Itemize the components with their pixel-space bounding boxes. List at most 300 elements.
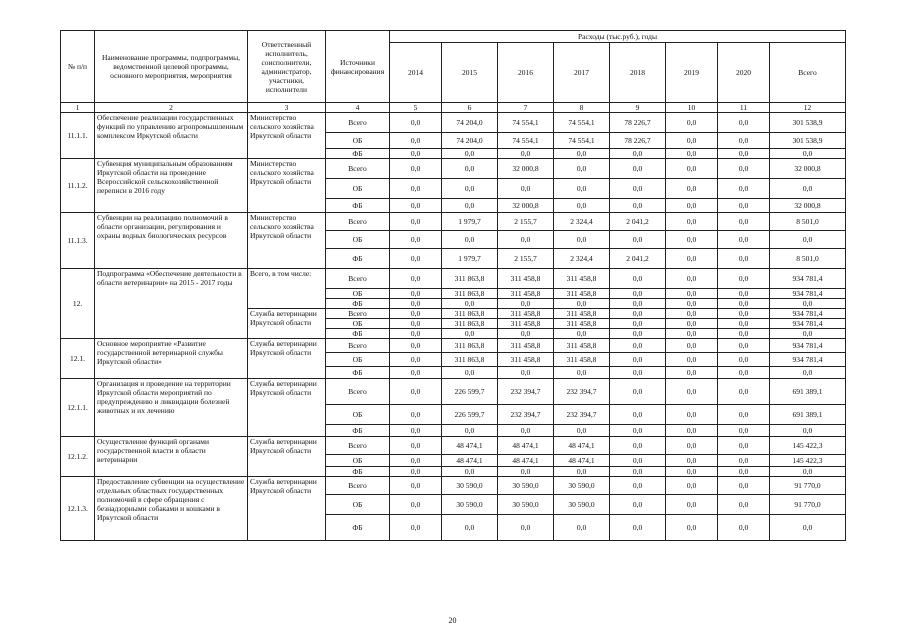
year-value: 0,0 <box>666 231 718 249</box>
year-value: 0,0 <box>666 299 718 309</box>
item-code: 12.1. <box>61 339 95 379</box>
funding-source: ОБ <box>326 495 390 515</box>
year-value: 0,0 <box>666 249 718 269</box>
item-code: 11.1.3. <box>61 213 95 269</box>
year-value: 0,0 <box>666 467 718 477</box>
funding-source: ФБ <box>326 467 390 477</box>
column-index: 6 <box>442 103 498 113</box>
item-name: Субвенции на реализацию полномочий в области организации, регулирования и охраны водных биологических ресурсов <box>95 213 248 269</box>
year-value: 48 474,1 <box>554 437 610 455</box>
funding-source: Всего <box>326 379 390 405</box>
funding-source: ОБ <box>326 319 390 329</box>
year-value: 74 204,0 <box>442 133 498 149</box>
year-value: 0,0 <box>718 269 770 289</box>
funding-source: Всего <box>326 477 390 495</box>
year-value: 0,0 <box>442 159 498 179</box>
funding-source: ОБ <box>326 179 390 199</box>
funding-source: ФБ <box>326 367 390 379</box>
year-value: 311 458,8 <box>554 353 610 367</box>
total-value: 145 422,3 <box>770 437 846 455</box>
total-value: 0,0 <box>770 231 846 249</box>
total-value: 0,0 <box>770 179 846 199</box>
year-value: 0,0 <box>666 477 718 495</box>
funding-source: ОБ <box>326 353 390 367</box>
item-name: Предоставление субвенции на осуществление отдельных областных государственных полномочий в сфере обращения с безнадзорными собаками и кошками в Иркутской области <box>95 477 248 541</box>
year-value: 0,0 <box>390 339 442 353</box>
header-year: 2017 <box>554 43 610 103</box>
year-value: 74 554,1 <box>554 133 610 149</box>
year-value: 0,0 <box>718 179 770 199</box>
funding-source: ФБ <box>326 425 390 437</box>
year-value: 0,0 <box>718 379 770 405</box>
year-value: 0,0 <box>718 249 770 269</box>
funding-source: ФБ <box>326 149 390 159</box>
header-name: Наименование программы, подпрограммы, ведомственной целевой программы, основного мероприятия, мероприятия <box>95 31 248 103</box>
item-executor: Служба ветеринарии Иркутской области <box>248 379 326 437</box>
item-executor: Министерство сельского хозяйства Иркутской области <box>248 113 326 159</box>
year-value: 311 458,8 <box>498 353 554 367</box>
column-index: 2 <box>95 103 248 113</box>
table-row <box>61 379 846 405</box>
year-value: 0,0 <box>442 367 498 379</box>
year-value: 0,0 <box>390 425 442 437</box>
table-row <box>61 269 846 289</box>
year-value: 0,0 <box>390 199 442 213</box>
year-value: 0,0 <box>610 477 666 495</box>
total-value: 0,0 <box>770 299 846 309</box>
year-value: 311 458,8 <box>554 289 610 299</box>
year-value: 1 979,7 <box>442 213 498 231</box>
year-value: 0,0 <box>390 379 442 405</box>
year-value: 0,0 <box>666 437 718 455</box>
column-index: 11 <box>718 103 770 113</box>
total-value: 32 000,8 <box>770 199 846 213</box>
year-value: 0,0 <box>610 405 666 425</box>
year-value: 0,0 <box>442 515 498 541</box>
year-value: 0,0 <box>610 495 666 515</box>
table-row <box>61 113 846 133</box>
year-value: 0,0 <box>666 309 718 319</box>
year-value: 0,0 <box>718 113 770 133</box>
year-value: 0,0 <box>718 309 770 319</box>
year-value: 30 590,0 <box>498 477 554 495</box>
year-value: 0,0 <box>390 515 442 541</box>
column-index: 8 <box>554 103 610 113</box>
item-name: Основное мероприятие «Развитие государственной ветеринарной службы Иркутской области» <box>95 339 248 379</box>
year-value: 311 458,8 <box>498 269 554 289</box>
year-value: 0,0 <box>610 319 666 329</box>
year-value: 78 226,7 <box>610 133 666 149</box>
year-value: 0,0 <box>666 329 718 339</box>
column-index: 5 <box>390 103 442 113</box>
year-value: 2 155,7 <box>498 213 554 231</box>
item-code: 11.1.2. <box>61 159 95 213</box>
year-value: 30 590,0 <box>554 477 610 495</box>
year-value: 0,0 <box>610 269 666 289</box>
year-value: 0,0 <box>610 515 666 541</box>
year-value: 0,0 <box>666 319 718 329</box>
year-value: 48 474,1 <box>554 455 610 467</box>
year-value: 0,0 <box>718 425 770 437</box>
year-value: 311 458,8 <box>554 309 610 319</box>
page-number: 20 <box>448 616 457 625</box>
year-value: 0,0 <box>610 179 666 199</box>
year-value: 30 590,0 <box>498 495 554 515</box>
year-value: 0,0 <box>666 133 718 149</box>
year-value: 0,0 <box>610 353 666 367</box>
column-index: 1 <box>61 103 95 113</box>
year-value: 48 474,1 <box>442 437 498 455</box>
year-value: 0,0 <box>390 367 442 379</box>
year-value: 0,0 <box>718 159 770 179</box>
year-value: 0,0 <box>554 231 610 249</box>
year-value: 311 458,8 <box>498 339 554 353</box>
year-value: 2 324,4 <box>554 213 610 231</box>
item-executor: Служба ветеринарии Иркутской области <box>248 339 326 379</box>
year-value: 0,0 <box>610 339 666 353</box>
funding-source: Всего <box>326 309 390 319</box>
funding-source: ФБ <box>326 249 390 269</box>
year-value: 0,0 <box>442 299 498 309</box>
header-total: Всего <box>770 43 846 103</box>
item-executor: Служба ветеринарии Иркутской области <box>248 477 326 541</box>
year-value: 0,0 <box>610 289 666 299</box>
item-code: 12. <box>61 269 95 339</box>
funding-source: ФБ <box>326 299 390 309</box>
year-value: 0,0 <box>390 477 442 495</box>
table-row <box>61 213 846 231</box>
year-value: 0,0 <box>718 199 770 213</box>
year-value: 0,0 <box>718 329 770 339</box>
year-value: 311 458,8 <box>554 339 610 353</box>
total-value: 0,0 <box>770 367 846 379</box>
year-value: 0,0 <box>666 367 718 379</box>
item-code: 11.1.1. <box>61 113 95 159</box>
year-value: 0,0 <box>498 299 554 309</box>
item-executor: Министерство сельского хозяйства Иркутской области <box>248 159 326 213</box>
year-value: 0,0 <box>610 199 666 213</box>
funding-source: Всего <box>326 113 390 133</box>
year-value: 48 474,1 <box>498 455 554 467</box>
year-value: 0,0 <box>442 467 498 477</box>
item-code: 12.1.3. <box>61 477 95 541</box>
year-value: 0,0 <box>442 425 498 437</box>
total-value: 934 781,4 <box>770 339 846 353</box>
year-value: 0,0 <box>554 149 610 159</box>
item-executor: Министерство сельского хозяйства Иркутской области <box>248 213 326 269</box>
funding-source: Всего <box>326 159 390 179</box>
year-value: 0,0 <box>718 319 770 329</box>
year-value: 0,0 <box>554 329 610 339</box>
year-value: 226 599,7 <box>442 379 498 405</box>
year-value: 0,0 <box>666 515 718 541</box>
year-value: 0,0 <box>666 495 718 515</box>
year-value: 0,0 <box>610 425 666 437</box>
year-value: 311 863,8 <box>442 269 498 289</box>
header-year: 2016 <box>498 43 554 103</box>
year-value: 0,0 <box>390 133 442 149</box>
year-value: 0,0 <box>442 199 498 213</box>
year-value: 232 394,7 <box>498 379 554 405</box>
year-value: 0,0 <box>442 179 498 199</box>
year-value: 0,0 <box>554 515 610 541</box>
table-row <box>61 437 846 455</box>
year-value: 0,0 <box>610 455 666 467</box>
year-value: 0,0 <box>666 113 718 133</box>
year-value: 2 041,2 <box>610 249 666 269</box>
year-value: 0,0 <box>390 455 442 467</box>
year-value: 0,0 <box>554 425 610 437</box>
year-value: 226 599,7 <box>442 405 498 425</box>
total-value: 145 422,3 <box>770 455 846 467</box>
year-value: 0,0 <box>718 289 770 299</box>
year-value: 2 041,2 <box>610 213 666 231</box>
year-value: 2 155,7 <box>498 249 554 269</box>
item-name: Субвенция муниципальным образованиям Иркутской области на проведение Всероссийской сельскохозяйственной переписи в 2016 году <box>95 159 248 213</box>
header-year: 2015 <box>442 43 498 103</box>
year-value: 0,0 <box>666 353 718 367</box>
header-year: 2019 <box>666 43 718 103</box>
year-value: 0,0 <box>718 367 770 379</box>
year-value: 0,0 <box>718 405 770 425</box>
item-executor: Служба ветеринарии Иркутской области <box>248 309 326 339</box>
year-value: 0,0 <box>666 213 718 231</box>
funding-source: ФБ <box>326 199 390 213</box>
year-value: 0,0 <box>718 133 770 149</box>
header-executor: Ответственный исполнитель, соисполнители, администратор, участники, исполнители <box>248 31 326 103</box>
year-value: 0,0 <box>718 299 770 309</box>
year-value: 0,0 <box>554 179 610 199</box>
year-value: 0,0 <box>610 149 666 159</box>
year-value: 0,0 <box>666 269 718 289</box>
year-value: 0,0 <box>718 495 770 515</box>
total-value: 301 538,9 <box>770 113 846 133</box>
year-value: 0,0 <box>610 231 666 249</box>
column-index: 10 <box>666 103 718 113</box>
year-value: 0,0 <box>390 319 442 329</box>
year-value: 0,0 <box>498 179 554 199</box>
total-value: 691 389,1 <box>770 379 846 405</box>
item-executor: Всего, в том числе: <box>248 269 326 309</box>
item-name: Организация и проведение на территории Иркутской области мероприятий по предупреждению и ликвидации болезней животных и их лечению <box>95 379 248 437</box>
table-row <box>61 159 846 179</box>
year-value: 311 863,8 <box>442 353 498 367</box>
year-value: 0,0 <box>390 495 442 515</box>
total-value: 0,0 <box>770 515 846 541</box>
year-value: 311 458,8 <box>554 269 610 289</box>
funding-source: Всего <box>326 339 390 353</box>
year-value: 311 863,8 <box>442 309 498 319</box>
year-value: 2 324,4 <box>554 249 610 269</box>
year-value: 0,0 <box>498 425 554 437</box>
total-value: 0,0 <box>770 425 846 437</box>
year-value: 0,0 <box>390 299 442 309</box>
year-value: 0,0 <box>666 339 718 353</box>
year-value: 0,0 <box>390 213 442 231</box>
item-name: Обеспечение реализации государственных функций по управлению агропромышленным комплексом Иркутской области <box>95 113 248 159</box>
year-value: 74 204,0 <box>442 113 498 133</box>
header-year: 2018 <box>610 43 666 103</box>
year-value: 0,0 <box>390 249 442 269</box>
table-row <box>61 339 846 353</box>
year-value: 0,0 <box>498 329 554 339</box>
year-value: 311 863,8 <box>442 339 498 353</box>
year-value: 0,0 <box>610 329 666 339</box>
year-value: 0,0 <box>666 405 718 425</box>
year-value: 0,0 <box>610 437 666 455</box>
year-value: 0,0 <box>554 467 610 477</box>
year-value: 311 458,8 <box>498 319 554 329</box>
year-value: 0,0 <box>498 149 554 159</box>
total-value: 91 770,0 <box>770 495 846 515</box>
year-value: 0,0 <box>390 159 442 179</box>
year-value: 311 458,8 <box>498 309 554 319</box>
funding-source: Всего <box>326 437 390 455</box>
year-value: 0,0 <box>390 179 442 199</box>
year-value: 0,0 <box>718 213 770 231</box>
funding-source: ОБ <box>326 133 390 149</box>
year-value: 232 394,7 <box>554 379 610 405</box>
column-index: 12 <box>770 103 846 113</box>
item-code: 12.1.1. <box>61 379 95 437</box>
year-value: 311 458,8 <box>498 289 554 299</box>
column-index-row <box>61 103 846 113</box>
year-value: 0,0 <box>666 425 718 437</box>
total-value: 934 781,4 <box>770 269 846 289</box>
year-value: 0,0 <box>610 467 666 477</box>
total-value: 0,0 <box>770 149 846 159</box>
funding-source: Всего <box>326 269 390 289</box>
item-name: Подпрограмма «Обеспечение деятельности в области ветеринарии» на 2015 - 2017 годы <box>95 269 248 339</box>
year-value: 48 474,1 <box>442 455 498 467</box>
total-value: 0,0 <box>770 329 846 339</box>
header-expenses: Расходы (тыс.руб.), годы <box>390 31 846 43</box>
year-value: 0,0 <box>390 149 442 159</box>
year-value: 0,0 <box>610 299 666 309</box>
year-value: 48 474,1 <box>498 437 554 455</box>
year-value: 0,0 <box>610 309 666 319</box>
year-value: 0,0 <box>610 367 666 379</box>
year-value: 74 554,1 <box>554 113 610 133</box>
year-value: 0,0 <box>442 231 498 249</box>
column-index: 9 <box>610 103 666 113</box>
year-value: 0,0 <box>666 199 718 213</box>
year-value: 0,0 <box>610 379 666 405</box>
total-value: 934 781,4 <box>770 353 846 367</box>
year-value: 0,0 <box>498 467 554 477</box>
year-value: 74 554,1 <box>498 133 554 149</box>
total-value: 934 781,4 <box>770 289 846 299</box>
year-value: 78 226,7 <box>610 113 666 133</box>
year-value: 0,0 <box>390 269 442 289</box>
year-value: 30 590,0 <box>442 495 498 515</box>
year-value: 74 554,1 <box>498 113 554 133</box>
year-value: 32 000,8 <box>498 159 554 179</box>
funding-source: ОБ <box>326 289 390 299</box>
year-value: 0,0 <box>718 231 770 249</box>
year-value: 0,0 <box>666 159 718 179</box>
year-value: 0,0 <box>390 113 442 133</box>
year-value: 0,0 <box>718 477 770 495</box>
table-row <box>61 477 846 495</box>
funding-source: ОБ <box>326 231 390 249</box>
year-value: 0,0 <box>498 231 554 249</box>
year-value: 0,0 <box>718 353 770 367</box>
item-name: Осуществление функций органами государственной власти в области ветеринарии <box>95 437 248 477</box>
year-value: 0,0 <box>718 467 770 477</box>
year-value: 0,0 <box>390 309 442 319</box>
year-value: 0,0 <box>554 199 610 213</box>
total-value: 934 781,4 <box>770 309 846 319</box>
year-value: 0,0 <box>442 149 498 159</box>
total-value: 934 781,4 <box>770 319 846 329</box>
header-source: Источники финансирования <box>326 31 390 103</box>
year-value: 0,0 <box>390 289 442 299</box>
header-no: № п/п <box>61 31 95 103</box>
year-value: 0,0 <box>498 367 554 379</box>
year-value: 232 394,7 <box>498 405 554 425</box>
year-value: 311 458,8 <box>554 319 610 329</box>
total-value: 8 501,0 <box>770 213 846 231</box>
column-index: 3 <box>248 103 326 113</box>
year-value: 32 000,8 <box>498 199 554 213</box>
year-value: 0,0 <box>390 467 442 477</box>
item-executor: Служба ветеринарии Иркутской области <box>248 437 326 477</box>
total-value: 8 501,0 <box>770 249 846 269</box>
funding-source: ОБ <box>326 455 390 467</box>
year-value: 0,0 <box>666 379 718 405</box>
year-value: 0,0 <box>554 159 610 179</box>
document-sheet <box>60 30 845 541</box>
total-value: 32 000,8 <box>770 159 846 179</box>
total-value: 91 770,0 <box>770 477 846 495</box>
year-value: 0,0 <box>610 159 666 179</box>
year-value: 0,0 <box>390 405 442 425</box>
total-value: 301 538,9 <box>770 133 846 149</box>
year-value: 0,0 <box>718 515 770 541</box>
total-value: 0,0 <box>770 467 846 477</box>
funding-source: ФБ <box>326 515 390 541</box>
year-value: 0,0 <box>390 437 442 455</box>
year-value: 0,0 <box>390 329 442 339</box>
funding-source: Всего <box>326 213 390 231</box>
year-value: 0,0 <box>718 437 770 455</box>
year-value: 0,0 <box>666 289 718 299</box>
year-value: 1 979,7 <box>442 249 498 269</box>
year-value: 0,0 <box>666 179 718 199</box>
year-value: 0,0 <box>554 299 610 309</box>
year-value: 0,0 <box>666 455 718 467</box>
year-value: 0,0 <box>554 367 610 379</box>
year-value: 0,0 <box>390 231 442 249</box>
budget-table <box>60 30 846 541</box>
year-value: 0,0 <box>442 329 498 339</box>
year-value: 0,0 <box>718 339 770 353</box>
column-index: 7 <box>498 103 554 113</box>
year-value: 0,0 <box>390 353 442 367</box>
year-value: 311 863,8 <box>442 319 498 329</box>
year-value: 0,0 <box>718 455 770 467</box>
year-value: 311 863,8 <box>442 289 498 299</box>
year-value: 0,0 <box>498 515 554 541</box>
header-year: 2020 <box>718 43 770 103</box>
year-value: 30 590,0 <box>554 495 610 515</box>
header-year: 2014 <box>390 43 442 103</box>
year-value: 30 590,0 <box>442 477 498 495</box>
year-value: 0,0 <box>666 149 718 159</box>
table-body <box>61 113 846 541</box>
total-value: 691 389,1 <box>770 405 846 425</box>
